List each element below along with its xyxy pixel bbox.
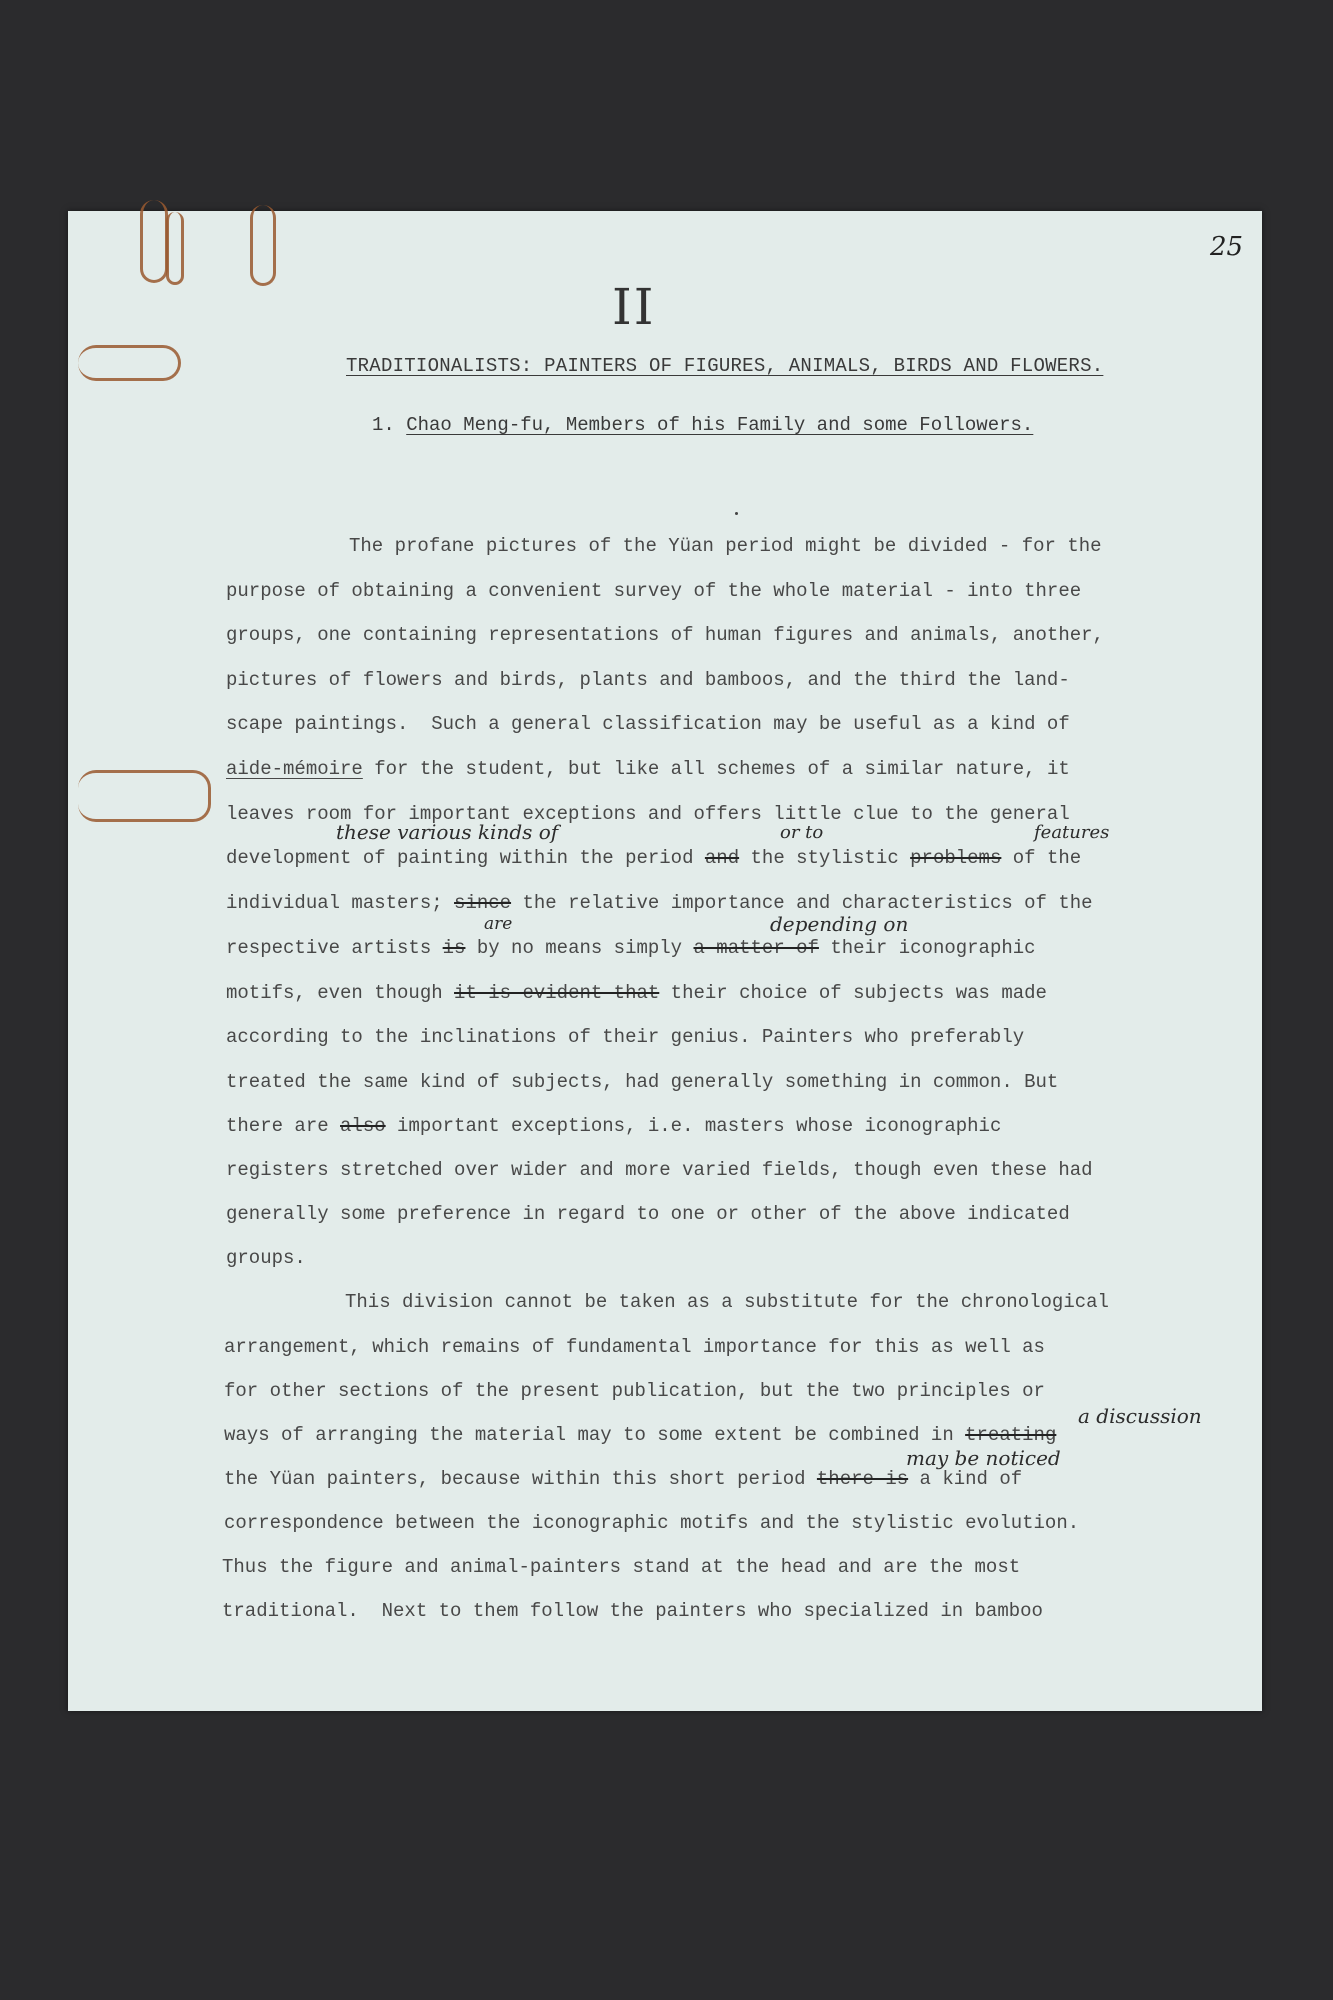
handwritten-insertion: these various kinds of <box>336 820 559 844</box>
body-line: according to the inclinations of their genius. Painters who preferably <box>226 1026 1025 1048</box>
struck-text: it is evident that <box>454 982 660 1004</box>
body-line: registers stretched over wider and more varied fields, though even these had <box>226 1159 1093 1181</box>
body-line: pictures of flowers and birds, plants and bamboos, and the third the land- <box>226 669 1070 691</box>
body-line: traditional. Next to them follow the painters who specialized in bamboo <box>222 1600 1043 1622</box>
struck-text: problems <box>910 847 1002 869</box>
handwritten-insertion: or to <box>780 822 824 843</box>
body-line: respective artists is by no means simply a matter of their iconographic <box>226 937 1036 959</box>
struck-text: there is <box>816 1468 909 1490</box>
handwritten-insertion: a discussion <box>1078 1404 1202 1428</box>
emphasis-term: aide-mémoire <box>226 758 363 780</box>
struck-text: a matter of <box>693 937 819 959</box>
body-line: arrangement, which remains of fundamental importance for this as well as <box>224 1336 1045 1358</box>
section-heading <box>372 414 1033 436</box>
body-line: The profane pictures of the Yüan period might be divided - for the <box>349 535 1102 557</box>
handwritten-insertion: may be noticed <box>906 1446 1061 1470</box>
page-number: 25 <box>1210 232 1244 262</box>
rust-mark <box>250 205 276 286</box>
body-line: aide-mémoire for the student, but like all schemes of a similar nature, it <box>226 758 1070 780</box>
body-line: development of painting within the period and the stylistic problems of the <box>226 847 1082 869</box>
ink-dot <box>735 512 738 515</box>
body-line: motifs, even though it is evident that their choice of subjects was made <box>226 982 1047 1004</box>
body-line: for other sections of the present publication, but the two principles or <box>224 1380 1045 1402</box>
rust-mark <box>78 770 211 822</box>
rust-mark <box>140 200 168 283</box>
body-line: the Yüan painters, because within this short period there is a kind of <box>224 1468 1023 1490</box>
handwritten-insertion: features <box>1034 822 1110 843</box>
struck-text: also <box>340 1115 386 1137</box>
body-line: generally some preference in regard to one or other of the above indicated <box>226 1203 1070 1225</box>
body-line: individual masters; since the relative importance and characteristics of the <box>226 892 1093 914</box>
body-line: Thus the figure and animal-painters stand at the head and are the most <box>222 1556 1021 1578</box>
rust-mark <box>166 212 184 285</box>
rust-mark <box>78 345 181 381</box>
handwritten-insertion: depending on <box>770 912 909 936</box>
struck-text: and <box>704 847 740 869</box>
body-line: purpose of obtaining a convenient survey of the whole material - into three <box>226 580 1082 602</box>
body-line: leaves room for important exceptions and offers little clue to the general <box>226 803 1070 825</box>
body-line: treated the same kind of subjects, had generally something in common. But <box>226 1071 1059 1093</box>
struck-text: since <box>454 892 512 914</box>
struck-text: treating <box>965 1424 1057 1446</box>
body-line: ways of arranging the material may to some extent be combined in treating <box>224 1424 1057 1446</box>
section-number: 1. <box>372 414 395 436</box>
section-title: Chao Meng-fu, Members of his Family and some Followers. <box>406 414 1034 436</box>
body-line: scape paintings. Such a general classification may be useful as a kind of <box>226 713 1070 735</box>
body-line: This division cannot be taken as a substitute for the chronological <box>345 1291 1109 1313</box>
struck-text: is <box>442 937 466 959</box>
body-line: groups. <box>226 1247 306 1269</box>
body-line: there are also important exceptions, i.e. masters whose iconographic <box>226 1115 1002 1137</box>
body-line: correspondence between the iconographic motifs and the stylistic evolution. <box>224 1512 1080 1534</box>
chapter-title: TRADITIONALISTS: PAINTERS OF FIGURES, ANIMALS, BIRDS AND FLOWERS. <box>346 355 1104 377</box>
handwritten-insertion: are <box>484 914 513 934</box>
chapter-numeral: II <box>612 278 656 336</box>
body-line: groups, one containing representations of human figures and animals, another, <box>226 624 1104 646</box>
